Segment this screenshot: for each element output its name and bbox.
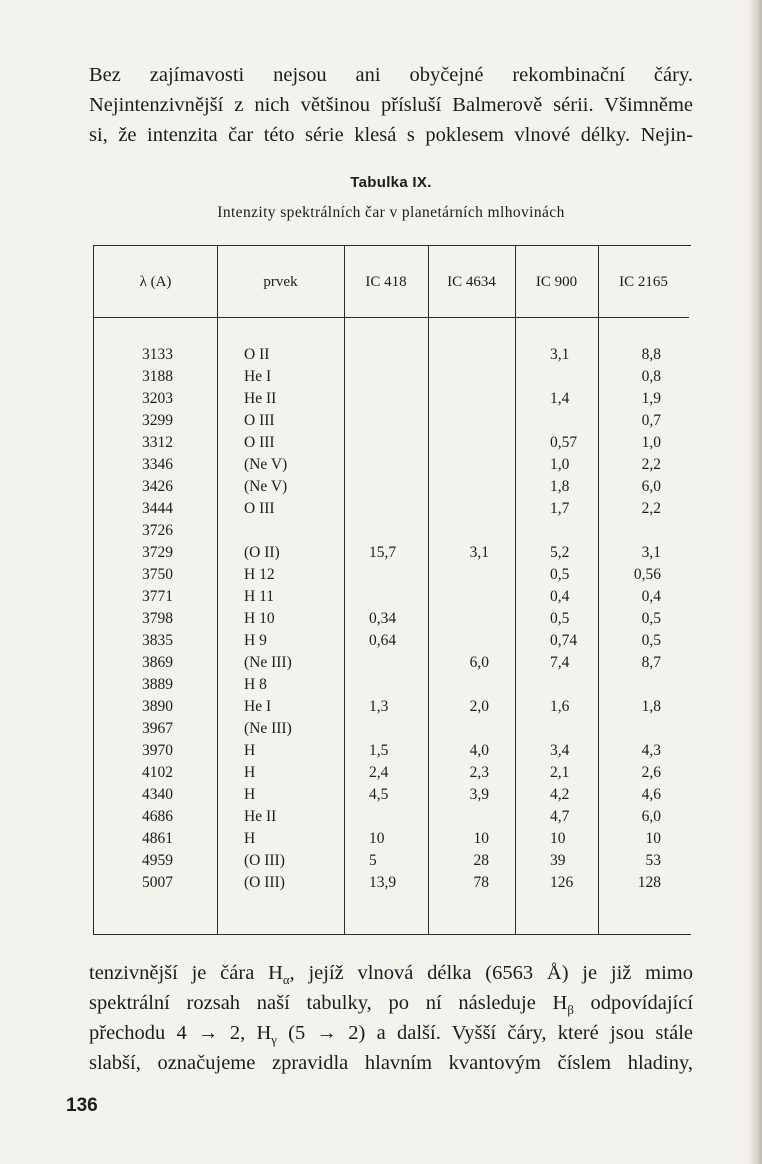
cell-ic2165: 0,56 [633,566,661,583]
table-title: Tabulka IX. [350,174,432,191]
text-run: přechodu 4 → 2, H [89,1022,272,1044]
cell-ic900: 2,1 [550,764,570,781]
cell-ic418: 15,7 [369,544,397,561]
page-number: 136 [66,1095,98,1116]
cell-ic900: 3,1 [550,346,570,363]
cell-element: H [244,830,256,847]
paragraph-line [89,1018,693,1048]
cell-element: H 11 [244,588,274,605]
cell-lambda: 3970 [142,742,173,759]
cell-element: O III [244,412,275,429]
cell-ic2165: 0,7 [641,412,661,429]
cell-lambda: 3750 [142,566,173,583]
cell-ic2165: 3,1 [641,544,661,561]
intensity-table [93,245,691,935]
cell-ic2165: 2,2 [641,456,661,473]
cell-ic900: 0,57 [550,434,578,451]
cell-ic4634: 6,0 [469,654,489,671]
cell-ic900: 7,4 [550,654,570,671]
cell-lambda: 3203 [142,390,173,407]
cell-element: O III [244,434,275,451]
cell-ic900: 0,5 [550,610,570,627]
cell-ic2165: 0,5 [641,610,661,627]
cell-ic2165: 8,7 [641,654,661,671]
cell-ic4634 [429,608,489,630]
cell-ic2165: 53 [645,852,661,869]
cell-ic4634 [429,498,489,520]
header-ic2165: IC 2165 [619,274,668,290]
cell-ic900: 1,7 [550,500,570,517]
cell-ic2165: 4,3 [641,742,661,759]
cell-element: O II [244,346,270,363]
cell-element: H [244,786,256,803]
cell-lambda: 3967 [142,720,173,737]
cell-ic418 [369,344,396,366]
header-element: prvek [263,274,298,290]
cell-element: (Ne III) [244,720,292,737]
cell-ic418 [369,410,396,432]
cell-lambda: 3133 [142,346,173,363]
cell-ic2165: 0,5 [641,632,661,649]
paragraph-top [89,60,693,150]
cell-lambda: 3771 [142,588,173,605]
cell-ic2165 [599,718,661,740]
cell-element: He II [244,390,277,407]
column-divider [217,246,218,934]
cell-ic900: 126 [550,874,574,891]
cell-element: (O II) [244,544,280,561]
cell-lambda: 3312 [142,434,173,451]
cell-ic418: 2,4 [369,764,389,781]
cell-ic900 [550,366,577,388]
subscript: γ [271,1033,277,1048]
cell-ic418 [369,366,396,388]
cell-element: H 10 [244,610,275,627]
text-run: spektrální rozsah naší tabulky, po ní následuje H [89,992,568,1014]
cell-lambda: 4340 [142,786,173,803]
cell-ic4634 [429,586,489,608]
cell-ic4634: 2,0 [469,698,489,715]
cell-ic900 [550,410,577,432]
cell-ic418 [369,806,396,828]
cell-ic2165: 1,0 [641,434,661,451]
cell-ic4634 [429,476,489,498]
cell-lambda: 3726 [142,522,173,539]
cell-ic2165: 0,4 [641,588,661,605]
cell-ic418 [369,432,396,454]
cell-ic418 [369,652,396,674]
cell-ic4634: 3,1 [469,544,489,561]
cell-ic4634 [429,564,489,586]
cell-ic900: 39 [550,852,566,869]
paragraph-line: Bez zajímavosti nejsou ani obyčejné rekombinační čáry. [89,64,693,86]
cell-ic2165: 1,8 [641,698,661,715]
cell-ic418: 13,9 [369,874,397,891]
cell-lambda: 3188 [142,368,173,385]
cell-ic418 [369,718,396,740]
cell-ic4634 [429,806,489,828]
paragraph-line [89,958,693,988]
text-run: odpovídající [573,992,694,1014]
header-ic418: IC 418 [365,274,407,290]
cell-ic900: 1,8 [550,478,570,495]
cell-ic2165: 128 [637,874,661,891]
cell-ic2165: 2,6 [641,764,661,781]
column-ic418 [369,344,396,894]
cell-ic4634 [429,388,489,410]
cell-ic4634: 2,3 [469,764,489,781]
cell-element: H [244,764,256,781]
column-element [244,344,292,894]
cell-ic900: 1,0 [550,456,570,473]
cell-ic2165: 4,6 [641,786,661,803]
cell-ic418 [369,454,396,476]
page-edge [748,0,762,1164]
cell-ic418: 1,3 [369,698,389,715]
column-ic2165 [599,344,661,894]
cell-ic4634 [429,718,489,740]
cell-element: H 12 [244,566,275,583]
cell-ic900: 4,2 [550,786,570,803]
column-divider [515,246,516,934]
cell-element: (Ne V) [244,478,288,495]
header-rule [94,317,689,318]
cell-ic2165 [599,674,661,696]
cell-ic2165: 10 [645,830,661,847]
cell-element: O III [244,500,275,517]
cell-ic900: 4,7 [550,808,570,825]
cell-ic900: 3,4 [550,742,570,759]
cell-ic418 [369,388,396,410]
cell-lambda: 3889 [142,676,173,693]
cell-ic4634 [429,630,489,652]
column-divider [344,246,345,934]
paragraph-line: Nejintenzivnější z nich většinou přísluší Balmerově sérii. Všimněme [89,94,693,116]
paragraph-bottom [89,958,693,1078]
cell-lambda: 3869 [142,654,173,671]
cell-element: H 8 [244,676,267,693]
column-ic4634 [429,344,489,894]
cell-ic900: 1,4 [550,390,570,407]
paragraph-line: si, že intenzita čar této série klesá s poklesem vlnové délky. Nejin- [89,124,693,146]
cell-element: He I [244,368,272,385]
cell-ic900 [550,520,577,542]
cell-element: (Ne III) [244,654,292,671]
cell-ic900: 1,6 [550,698,570,715]
header-ic4634: IC 4634 [447,274,496,290]
cell-ic418: 0,64 [369,632,397,649]
cell-ic2165: 8,8 [641,346,661,363]
cell-ic418: 5 [369,852,377,869]
cell-ic900: 5,2 [550,544,570,561]
cell-ic418: 4,5 [369,786,389,803]
cell-ic2165: 2,2 [641,500,661,517]
subscript: α [282,973,290,988]
cell-lambda: 5007 [142,874,173,891]
paragraph-line [89,988,693,1018]
cell-ic900 [550,718,577,740]
header-ic900: IC 900 [535,274,578,290]
table-caption: Intenzity spektrálních čar v planetárních mlhovinách [217,204,565,221]
column-lambda [142,344,173,894]
column-ic900 [550,344,577,894]
cell-ic4634 [429,674,489,696]
cell-ic900 [550,674,577,696]
cell-ic4634 [429,366,489,388]
subscript: β [567,1003,574,1018]
cell-ic418: 0,34 [369,610,397,627]
text-run: (5 → 2) a další. Vyšší čáry, které jsou stále [276,1022,693,1044]
cell-ic4634: 10 [473,830,489,847]
cell-ic900: 10 [550,830,566,847]
cell-lambda: 3346 [142,456,173,473]
cell-ic4634 [429,432,489,454]
cell-lambda: 3299 [142,412,173,429]
cell-lambda: 3798 [142,610,173,627]
cell-ic4634: 3,9 [469,786,489,803]
cell-element: (O III) [244,852,285,869]
cell-ic2165: 6,0 [641,808,661,825]
cell-ic4634: 4,0 [469,742,489,759]
cell-ic418: 10 [369,830,385,847]
cell-ic4634: 78 [473,874,489,891]
cell-ic900: 0,74 [550,632,578,649]
cell-lambda: 4959 [142,852,173,869]
cell-ic4634: 28 [473,852,489,869]
cell-ic4634 [429,454,489,476]
cell-ic2165: 1,9 [641,390,661,407]
cell-lambda: 4102 [142,764,173,781]
cell-lambda: 4861 [142,830,173,847]
cell-ic418 [369,520,396,542]
cell-element [244,520,292,542]
cell-element: H 9 [244,632,267,649]
cell-lambda: 3835 [142,632,173,649]
cell-ic2165 [599,520,661,542]
cell-element: (O III) [244,874,285,891]
cell-lambda: 3444 [142,500,173,517]
cell-ic418 [369,476,396,498]
cell-element: He II [244,808,277,825]
cell-ic418 [369,586,396,608]
cell-ic2165: 6,0 [641,478,661,495]
cell-ic900: 0,4 [550,588,570,605]
cell-ic4634 [429,410,489,432]
cell-lambda: 4686 [142,808,173,825]
cell-ic418: 1,5 [369,742,389,759]
cell-ic900: 0,5 [550,566,570,583]
cell-ic2165: 0,8 [641,368,661,385]
cell-lambda: 3426 [142,478,173,495]
text-run: tenzivnější je čára H [89,962,283,984]
cell-ic418 [369,498,396,520]
cell-ic418 [369,674,396,696]
cell-ic4634 [429,520,489,542]
header-lambda: λ (A) [139,274,172,290]
paragraph-line: slabší, označujeme zpravidla hlavním kvantovým číslem hladiny, [89,1052,693,1074]
cell-element: He I [244,698,272,715]
cell-ic418 [369,564,396,586]
cell-element: H [244,742,256,759]
cell-lambda: 3890 [142,698,173,715]
cell-ic4634 [429,344,489,366]
text-run: , jejíž vlnová délka (6563 Å) je již mimo [289,962,693,984]
cell-lambda: 3729 [142,544,173,561]
cell-element: (Ne V) [244,456,288,473]
